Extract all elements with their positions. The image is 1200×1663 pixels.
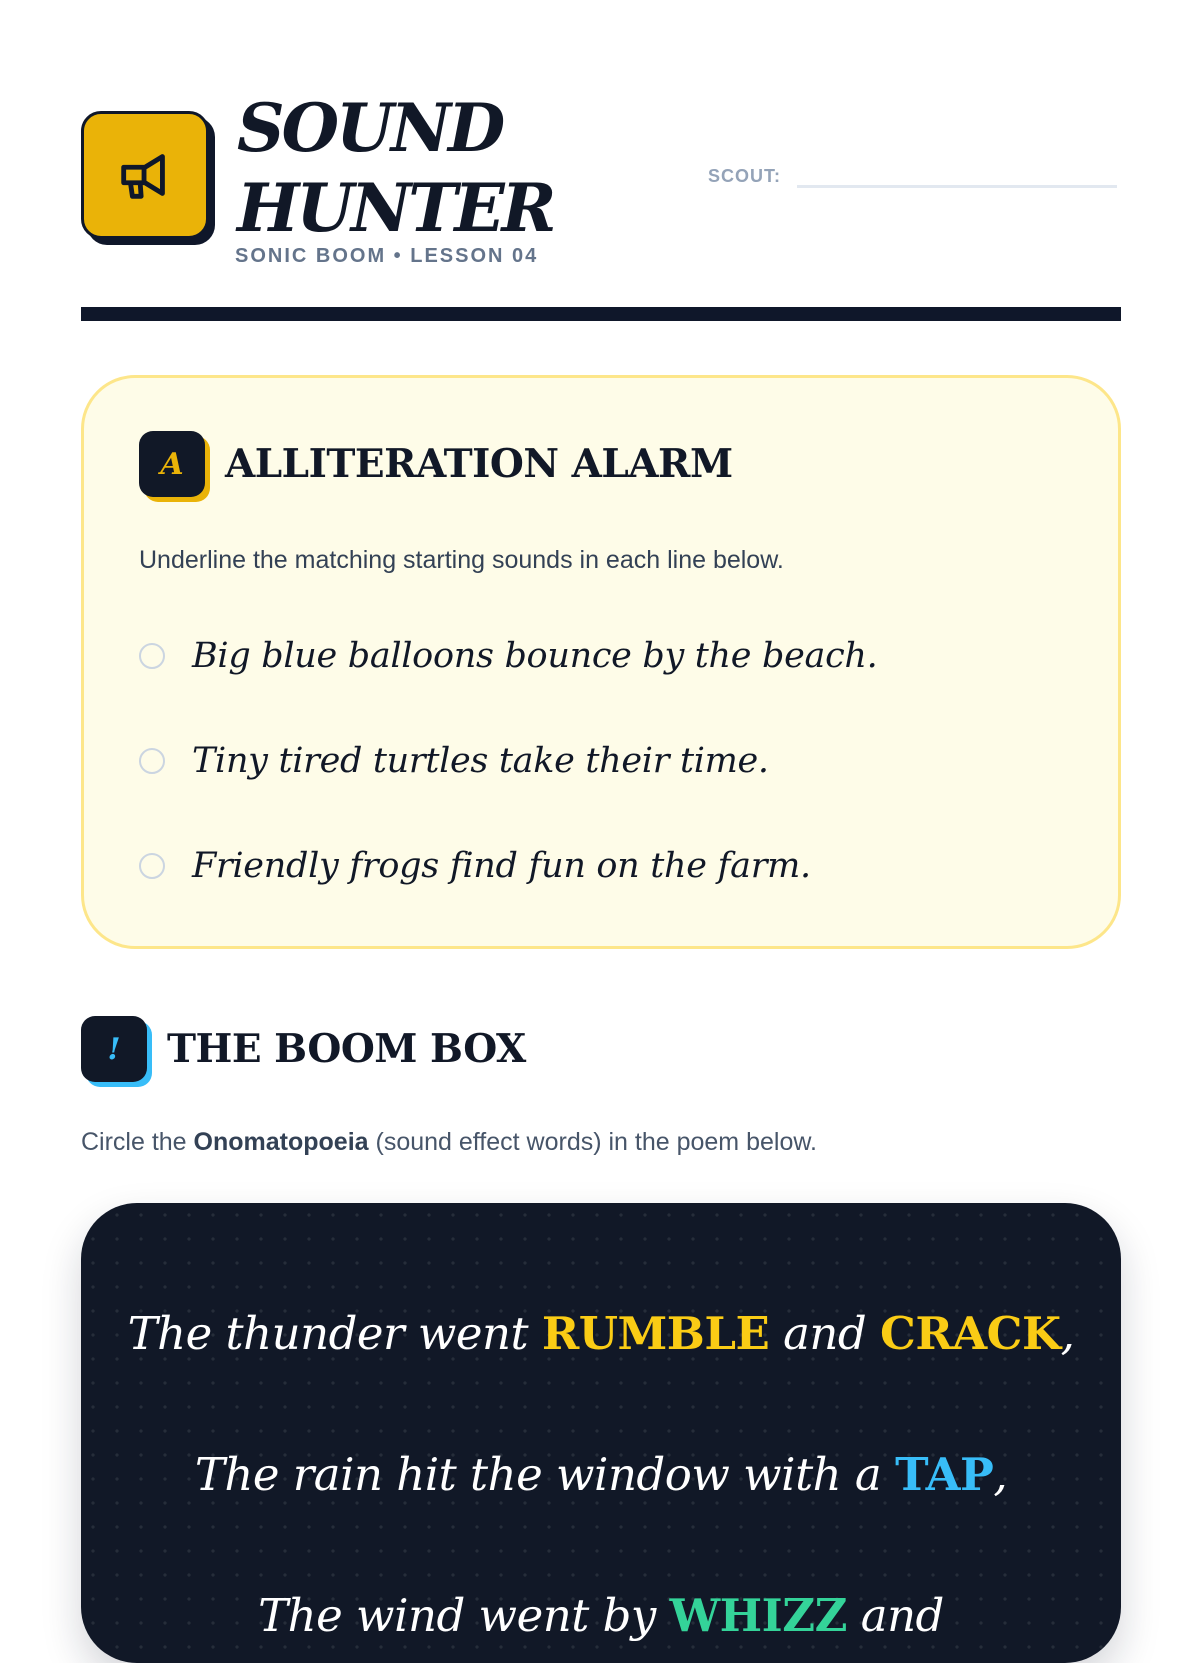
list-item [139,813,877,918]
boom-box-heading [81,1016,526,1082]
line-1-radio[interactable] [139,643,165,669]
poem-box [81,1203,1121,1663]
boom-box-instruction [81,1128,817,1157]
alliteration-list [139,603,877,918]
poem-text: and [769,1307,881,1360]
alliteration-instruction: Underline the matching starting sounds in each line below. [139,546,784,574]
poem-text: The wind went by [258,1589,670,1642]
instruction-text-start: Circle the [81,1128,194,1156]
title-block [237,88,554,268]
poem-text: The rain hit the window with a [194,1448,896,1501]
list-item [139,603,877,708]
sound-word-rumble[interactable]: RUMBLE [541,1307,770,1360]
line-2-radio[interactable] [139,748,165,774]
poem-line-1 [81,1307,1121,1360]
alliteration-title: ALLITERATION ALARM [225,441,733,487]
poem-text: The thunder went [127,1307,542,1360]
alliteration-heading [139,431,733,497]
instruction-text-end: (sound effect words) in the poem below. [368,1128,817,1156]
page-title-line-2: HUNTER [237,169,554,247]
poem-line-2 [81,1448,1121,1501]
lesson-subtitle: SONIC BOOM • LESSON 04 [235,245,539,267]
scout-name-input[interactable] [797,158,1117,188]
alliteration-line-1: Big blue balloons bounce by the beach. [192,635,878,676]
alliteration-badge: A [139,431,205,497]
boom-box-title: THE BOOM BOX [167,1026,526,1072]
scout-label: SCOUT: [708,166,781,186]
alliteration-card [81,375,1121,949]
list-item [139,708,877,813]
sound-word-tap[interactable]: TAP [895,1448,994,1501]
megaphone-icon [114,144,176,206]
poem-line-3 [81,1589,1121,1642]
page-title-line-1: SOUND [237,89,503,167]
sound-word-whizz[interactable]: WHIZZ [669,1589,847,1642]
poem-text: and [846,1589,944,1642]
sound-word-crack[interactable]: CRACK [880,1307,1061,1360]
boom-box-badge: ! [81,1016,147,1082]
logo-badge [81,111,209,239]
worksheet-header [81,88,1121,268]
instruction-keyword: Onomatopoeia [193,1128,369,1156]
alliteration-line-2: Tiny tired turtles take their time. [192,740,769,781]
poem-text: , [1060,1307,1075,1360]
poem-text: , [993,1448,1008,1501]
alliteration-line-3: Friendly frogs find fun on the farm. [192,845,811,886]
scout-field [708,158,1117,188]
line-3-radio[interactable] [139,853,165,879]
header-divider [81,307,1121,321]
